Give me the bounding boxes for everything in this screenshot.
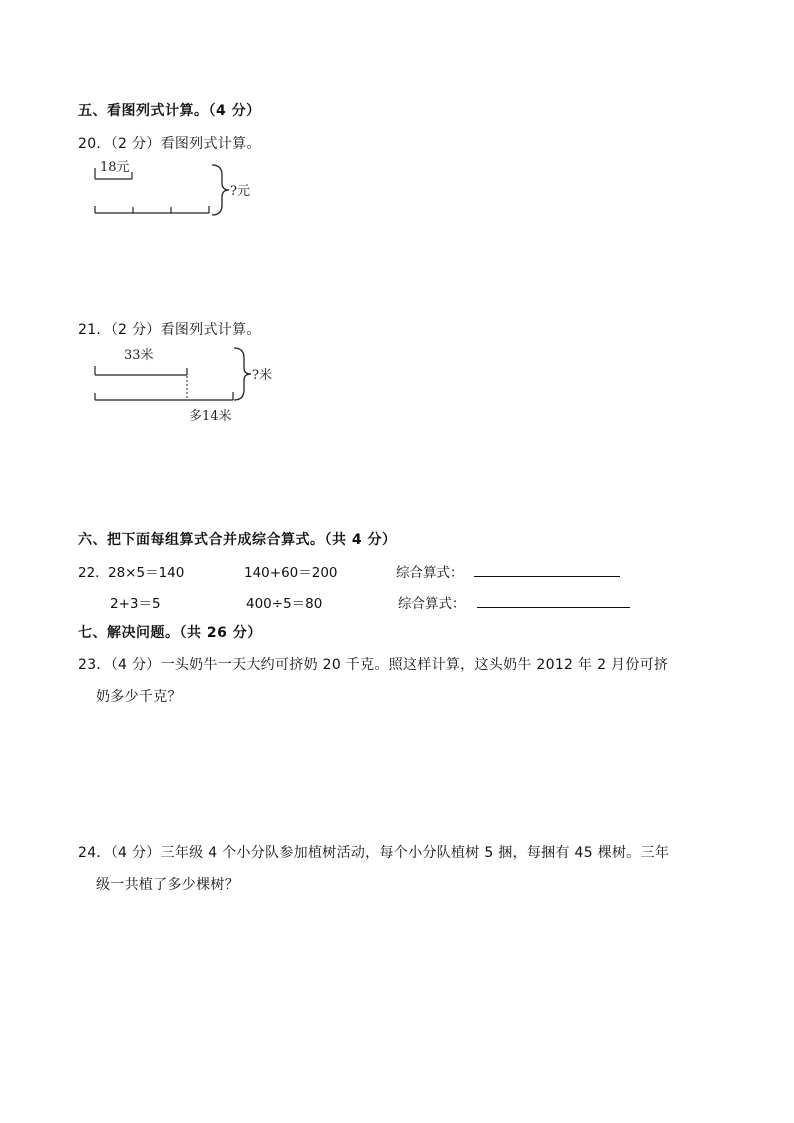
- q22-row2-eq2: 400÷5＝80: [246, 596, 323, 612]
- diagram-21-top-label: 33米: [124, 348, 154, 363]
- question-23-line2: 奶多少千克？: [96, 689, 182, 705]
- question-22-number: 22．: [78, 565, 109, 581]
- diagram-20-top-label: 18元: [100, 160, 130, 175]
- q22-row2-eq1: 2+3＝5: [110, 596, 161, 612]
- q22-row1-answer-blank[interactable]: [474, 560, 620, 577]
- question-21-diagram: [88, 342, 298, 427]
- q22-row1-eq2: 140+60＝200: [244, 565, 338, 581]
- brace-icon: [234, 348, 251, 400]
- question-21-label: 21．（2 分）看图列式计算。: [78, 322, 261, 338]
- q22-row1-eq1: 28×5＝140: [108, 565, 185, 581]
- diagram-20-right-label: ?元: [230, 184, 250, 199]
- question-20-diagram: [88, 155, 278, 225]
- q22-row2-answer-blank[interactable]: [477, 591, 630, 608]
- question-24-line1: 24．（4 分）三年级 4 个小分队参加植树活动，每个小分队植树 5 捆，每捆有 45 棵树。三年: [78, 845, 670, 861]
- q22-row1-answer-label: 综合算式：: [396, 565, 464, 581]
- section-6-title: 六、把下面每组算式合并成综合算式。（共 4 分）: [78, 532, 397, 548]
- section-7-title: 七、解决问题。（共 26 分）: [78, 625, 262, 641]
- diagram-21-bottom-label: 多14米: [189, 409, 232, 424]
- brace-icon: [212, 165, 229, 215]
- question-20-label: 20．（2 分）看图列式计算。: [78, 136, 261, 152]
- diagram-21-right-label: ?米: [252, 368, 272, 383]
- q22-row2-answer-label: 综合算式：: [398, 596, 466, 612]
- section-5-title: 五、看图列式计算。（4 分）: [78, 103, 261, 119]
- question-24-line2: 级一共植了多少棵树？: [96, 877, 239, 893]
- question-23-line1: 23．（4 分）一头奶牛一天大约可挤奶 20 千克。照这样计算，这头奶牛 2012 年 2 月份可挤: [78, 657, 669, 673]
